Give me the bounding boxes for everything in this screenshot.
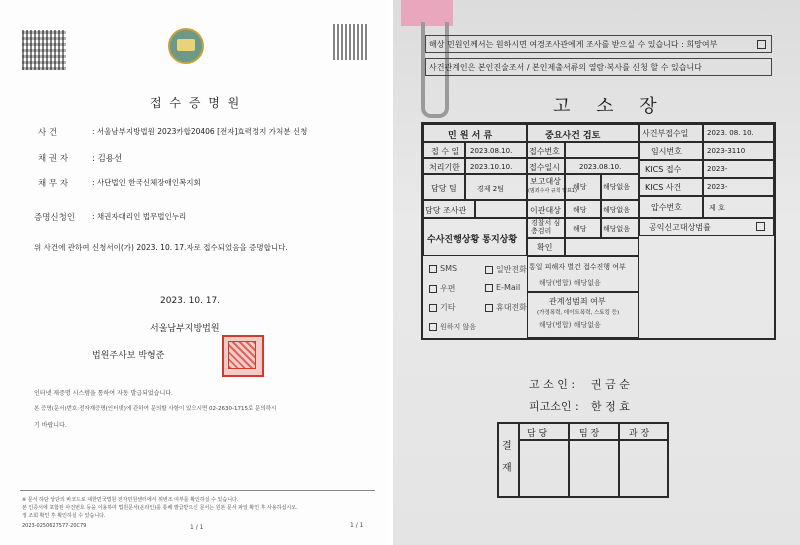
court-emblem-icon bbox=[168, 28, 204, 64]
option-mobile bbox=[485, 302, 527, 313]
team-label: 담당 팀 bbox=[431, 184, 457, 193]
refuse-label: 원하지 않음 bbox=[440, 323, 477, 331]
approval-label: 결재 bbox=[502, 441, 512, 474]
applicant-label: 채 권 자 bbox=[38, 154, 69, 164]
sms-checkbox-icon bbox=[429, 265, 437, 273]
case-label: 사 건 bbox=[38, 128, 58, 138]
footer-divider bbox=[20, 490, 375, 491]
kics-receipt-label: KICS 접수 bbox=[645, 165, 682, 174]
respondent-label: 채 무 자 bbox=[38, 179, 69, 189]
report-target-label: 보고대상 bbox=[530, 177, 561, 186]
other-checkbox-icon bbox=[429, 304, 437, 312]
general-phone-checkbox-icon bbox=[485, 266, 493, 274]
qr-code-icon bbox=[333, 24, 369, 60]
seizure-value: 제 호 bbox=[709, 204, 725, 212]
approval-team-sign bbox=[569, 440, 619, 498]
footer-3: 정 조회 확인 후 확인하실 수 있습니다. bbox=[22, 513, 106, 519]
top-notice-1: 해상 민원인께서는 원하시면 여경조사관에게 조사를 받으실 수 있습니다 : 희망여부 bbox=[429, 40, 718, 49]
division-receipt-value: 2023. 08. 10. bbox=[707, 129, 754, 137]
complaint-photo bbox=[393, 0, 800, 545]
victim-options: 해당(병합) 해당없음 bbox=[539, 279, 601, 287]
approval-staff: 담 당 bbox=[527, 429, 548, 439]
other-label: 기타 bbox=[440, 303, 456, 312]
statement: 위 사건에 관하여 신청서이(가) 2023. 10. 17.자로 접수되었음을 증명합니다. bbox=[34, 243, 288, 252]
footer-1: ※ 문서 하단 상단의 바코드로 대한민국법원 전자민원센터에서 위변조 여부를 확인하실 수 있습니다. bbox=[22, 497, 239, 503]
receive-label: 접 수 일 bbox=[431, 147, 460, 156]
transfer-not-applicable: 해당없음 bbox=[603, 206, 631, 214]
complainant-label: 고 소 인 : bbox=[529, 378, 576, 391]
confirm-value-cell bbox=[565, 238, 639, 256]
officer-name: 법원주사보 박형준 bbox=[92, 351, 165, 361]
police-label: 경찰서 심층검리 bbox=[531, 219, 561, 235]
division-receipt-label: 사건부접수일 bbox=[642, 129, 689, 138]
option-other bbox=[429, 302, 455, 313]
notice-checkbox bbox=[757, 40, 766, 49]
seizure-label: 압수번호 bbox=[651, 203, 682, 212]
complainant-name: 권 금 순 bbox=[591, 378, 630, 391]
applicant-value: : 김용선 bbox=[92, 154, 123, 164]
investigator-label: 담당 조사관 bbox=[425, 206, 467, 215]
status-header: 수사진행상황 통지상황 bbox=[427, 235, 518, 245]
receipt-no-label: 접수번호 bbox=[529, 147, 560, 156]
approval-team: 팀 장 bbox=[579, 429, 600, 439]
note-2: 본 증명(문서)번호:전자재증명(인터넷)에 관하여 문의할 사항이 있으시면 02-2630-1715로 문의하시 bbox=[34, 406, 277, 412]
case-value: : 서울남부지방법원 2023카합20406 [전자]효력정지 가처분 신청 bbox=[92, 127, 308, 136]
kics-case-value: 2023- bbox=[707, 183, 728, 191]
email-checkbox-icon bbox=[485, 284, 493, 292]
temp-no-value: 2023-3110 bbox=[707, 147, 746, 155]
option-mail bbox=[429, 283, 455, 294]
confirm-label: 확인 bbox=[537, 243, 553, 252]
defendant-label: 피고소인 : bbox=[529, 400, 579, 413]
approval-staff-sign bbox=[519, 440, 569, 498]
respondent-value: : 사단법인 한국신체장애인복지회 bbox=[92, 178, 201, 187]
note-1: 인터넷 재증명 시스템을 통하여 자동 발급되었습니다. bbox=[34, 390, 173, 397]
general-phone-label: 일반전화 bbox=[496, 265, 527, 274]
option-general-phone bbox=[485, 264, 527, 275]
transfer-label: 이관대상 bbox=[530, 206, 561, 215]
option-email bbox=[485, 283, 520, 292]
option-refuse bbox=[429, 322, 476, 332]
deadline-label: 처리기한 bbox=[429, 163, 460, 172]
certificate-document bbox=[0, 0, 388, 545]
kics-case-label: KICS 사건 bbox=[645, 183, 682, 192]
relation-options: 해당(병합) 해당없음 bbox=[539, 321, 601, 329]
relation-sub: (가정폭력, 데이트폭력, 스토킹 등) bbox=[537, 310, 620, 316]
doc-number: 2023-0250627577-20C79 bbox=[22, 523, 87, 529]
mail-checkbox-icon bbox=[429, 285, 437, 293]
kics-receipt-value: 2023- bbox=[707, 165, 728, 173]
important-header: 중요사건 검토 bbox=[545, 131, 601, 141]
team-value: 경제 2팀 bbox=[477, 185, 504, 193]
email-label: E-Mail bbox=[496, 283, 521, 292]
mobile-label: 휴대전화 bbox=[496, 303, 527, 312]
transfer-applicable: 해당 bbox=[573, 206, 587, 214]
court-name: 서울남부지방법원 bbox=[150, 324, 220, 334]
page-number-right: 1 / 1 bbox=[350, 522, 364, 529]
receipt-no-value-cell bbox=[565, 142, 639, 158]
page-number: 1 / 1 bbox=[190, 524, 204, 531]
victim-label: 통일 피해자 별건 접수진행 여부 bbox=[529, 263, 626, 271]
approval-chief: 과 장 bbox=[629, 429, 650, 439]
public-label: 공익신고대상범률 bbox=[649, 223, 711, 232]
civil-header: 민 원 서 류 bbox=[448, 131, 493, 141]
official-seal-icon bbox=[222, 335, 264, 377]
barcode-left-pattern bbox=[22, 30, 66, 70]
requester-label: 증명신청인 bbox=[34, 213, 76, 223]
issue-date: 2023. 10. 17. bbox=[160, 296, 221, 306]
refuse-checkbox-icon bbox=[429, 323, 437, 331]
receive-date: 2023.08.10. bbox=[470, 147, 513, 155]
defendant-name: 한 정 효 bbox=[591, 400, 630, 413]
report-target-sub: (범죄수사 규칙 별표1) bbox=[528, 188, 577, 194]
footer-2: 본 인증서에 포함된 사건번호 등을 이용하여 법원문서(온라인)를 통해 발급받으신 문서는 원본 문서 파일 확인 후 사용하십시오. bbox=[22, 505, 298, 511]
police-applicable: 해당 bbox=[573, 225, 587, 233]
mobile-checkbox-icon bbox=[485, 304, 493, 312]
receipt-date-value: 2023.08.10. bbox=[579, 163, 622, 171]
relation-label: 관계성범죄 여부 bbox=[549, 297, 606, 306]
report-not-applicable: 해당없음 bbox=[603, 183, 631, 191]
complaint-title: 고 소 장 bbox=[553, 96, 667, 117]
public-checkbox bbox=[756, 222, 765, 231]
receipt-date-label: 접수일시 bbox=[529, 163, 560, 172]
temp-no-label: 임시번호 bbox=[651, 147, 682, 156]
certificate-title: 접 수 증 명 원 bbox=[150, 96, 242, 110]
deadline-date: 2023.10.10. bbox=[470, 163, 513, 171]
option-sms bbox=[429, 264, 457, 273]
mail-label: 우편 bbox=[440, 284, 456, 293]
approval-chief-sign bbox=[619, 440, 669, 498]
investigator-value-cell bbox=[475, 200, 527, 218]
report-applicable: 해당 bbox=[573, 183, 587, 191]
requester-value: : 채권자대리인 법무법인누리 bbox=[92, 212, 187, 221]
top-notice-2: 사건관계인은 본인진술조서 / 본인제출서류의 열람·복사를 신청 할 수 있습니다 bbox=[429, 63, 702, 72]
sms-label: SMS bbox=[440, 264, 458, 273]
note-3: 기 바랍니다. bbox=[34, 422, 67, 429]
police-not-applicable: 해당없음 bbox=[603, 225, 631, 233]
